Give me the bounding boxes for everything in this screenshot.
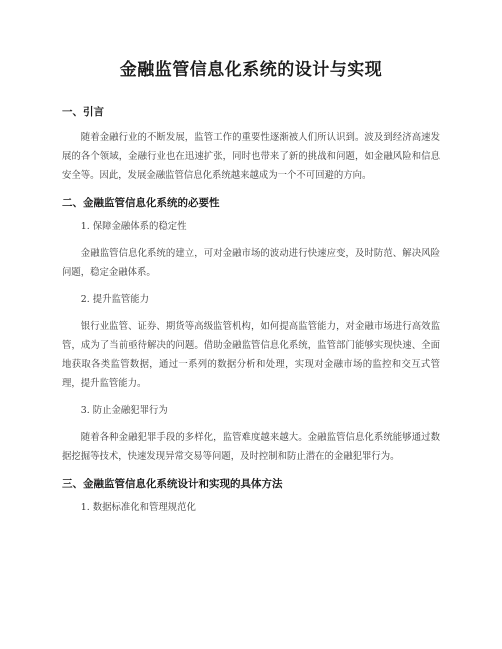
paragraph: 金融监管信息化系统的建立，可对金融市场的波动进行快速应变，及时防范、解决风险问题，稳定金融体系。 (62, 248, 440, 278)
sub-heading: 2. 提升监管能力 (80, 294, 149, 305)
paragraph: 银行业监管、证券、期货等高级监管机构，如何提高监管能力，对金融市场进行高效监管，成为了当前亟待解决的问题。借助金融监管信息化系统，监管部门能够实现快速、全面地获取各类监管数据，通过一系列的数据分析和处理，实现对金融市场的监控和交互式管理，提升监管能力。 (62, 321, 440, 389)
section-heading: 二、金融监管信息化系统的必要性 (62, 197, 220, 209)
section-heading: 一、引言 (62, 106, 104, 118)
section-heading: 三、金融监管信息化系统设计和实现的具体方法 (62, 478, 283, 490)
document-title: 金融监管信息化系统的设计与实现 (119, 60, 383, 80)
paragraph: 随着各种金融犯罪手段的多样化，监管难度越来越大。金融监管信息化系统能够通过数据挖掘等技术，快速发现异常交易等问题，及时控制和防止潜在的金融犯罪行为。 (62, 432, 440, 462)
section-methods (62, 476, 440, 515)
paragraph: 随着金融行业的不断发展，监管工作的重要性逐渐被人们所认识到。波及到经济高速发展的各个领域，金融行业也在迅速扩张，同时也带来了新的挑战和问题，如金融风险和信息安全等。因此，发展金融监管信息化系统越来越成为一个不可回避的方向。 (62, 132, 440, 181)
sub-heading: 1. 数据标准化和管理规范化 (80, 502, 196, 513)
section-introduction (62, 104, 440, 185)
sub-heading: 1. 保障金融体系的稳定性 (80, 221, 187, 232)
sub-heading: 3. 防止金融犯罪行为 (80, 405, 168, 416)
section-necessity (62, 195, 440, 466)
